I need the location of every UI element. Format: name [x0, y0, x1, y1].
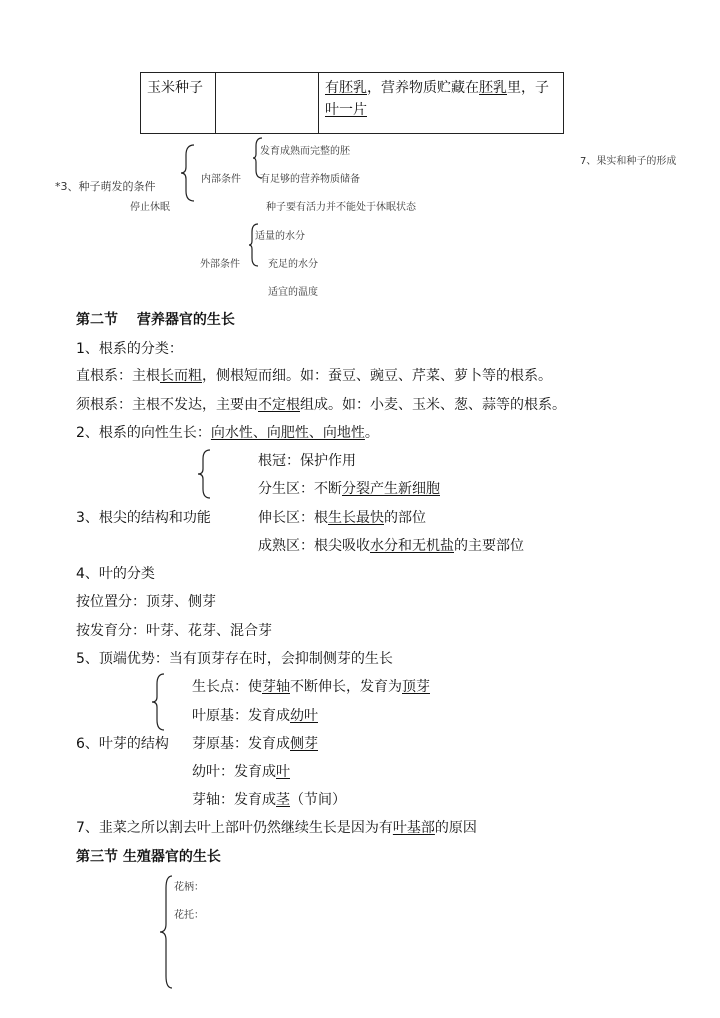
s2-line	[76, 563, 155, 583]
bud-item	[192, 761, 290, 781]
bud-label: 6、叶芽的结构	[76, 736, 169, 752]
bud-item	[192, 676, 430, 696]
external-label: 外部条件	[200, 259, 240, 270]
s2-line	[76, 620, 272, 640]
s2-line	[76, 591, 216, 611]
underlined-text: 胚乳	[479, 80, 507, 96]
external-item-1: 适量的水分	[255, 231, 305, 242]
root-tip-label: 3、根尖的结构和功能	[76, 510, 211, 526]
brace-icon	[196, 448, 214, 500]
s2-line	[76, 365, 552, 385]
external-item-2: 充足的水分	[268, 259, 318, 270]
text-segment: （节间）	[290, 792, 346, 808]
internal-label: 内部条件	[201, 174, 241, 185]
bud-item	[192, 705, 318, 725]
text-segment: 生长点：使	[192, 679, 262, 695]
underlined-text: 顶芽	[402, 679, 430, 695]
table-row	[141, 73, 564, 134]
receptacle: 花托：	[174, 910, 204, 921]
text-segment: 的部位	[384, 510, 426, 526]
maturation-text	[258, 535, 524, 555]
seed-table	[140, 72, 564, 134]
text-segment: 5、顶端优势：当有顶芽存在时，会抑制侧芽的生长	[76, 651, 393, 667]
text-segment: 4、叶的分类	[76, 566, 155, 582]
underlined-text: 叶	[276, 764, 290, 780]
section2-title: 第二节 营养器官的生长	[76, 312, 235, 328]
right-note: 7、果实和种子的形成	[580, 156, 677, 167]
dormancy-text: 停止休眠	[130, 202, 170, 213]
brace-icon	[180, 143, 200, 203]
underlined-text: 生长最快	[328, 510, 384, 526]
text-segment: 的原因	[434, 820, 477, 836]
text-segment: 直根系：主根	[76, 368, 160, 384]
underlined-text: 分裂产生新细胞	[342, 481, 440, 497]
underlined-text: 幼叶	[290, 708, 318, 724]
table-cell-description	[319, 73, 564, 134]
bud-item	[192, 733, 318, 753]
text-segment: 根冠：保护作用	[258, 453, 356, 469]
underlined-text: 水分和无机盐	[370, 538, 454, 554]
text-segment: 伸长区：根	[258, 510, 328, 526]
root-cap-text	[258, 450, 356, 470]
text-segment: ，营养物质贮藏在	[367, 80, 479, 96]
underlined-text: 侧芽	[290, 736, 318, 752]
s2-line	[76, 648, 393, 668]
text-segment: 。	[364, 425, 379, 441]
text-segment: 按位置分：顶芽、侧芽	[76, 594, 216, 610]
text-segment: 不断伸长，发育为	[290, 679, 402, 695]
text-segment: 芽原基：发育成	[192, 736, 290, 752]
text-segment: 须根系：主根不发达，主要由	[76, 397, 258, 413]
internal-item-2: 有足够的营养物质储备	[260, 174, 360, 185]
table-cell-line2: 叶一片	[325, 102, 367, 118]
item7-text	[76, 817, 477, 837]
s2-line	[76, 338, 183, 358]
s2-line	[76, 422, 379, 442]
meristem-text	[258, 478, 440, 498]
text-segment: 叶原基：发育成	[192, 708, 290, 724]
table-cell-empty	[216, 73, 319, 134]
internal-item-3: 种子要有活力并不能处于休眠状态	[266, 202, 416, 213]
elongation-text	[258, 507, 426, 527]
text-segment: 芽轴：发育成	[192, 792, 276, 808]
text-segment: 2、根系的向性生长：	[76, 425, 211, 441]
bud-item	[192, 789, 346, 809]
text-segment: 成熟区：根尖吸收	[258, 538, 370, 554]
internal-item-1: 发育成熟而完整的胚	[260, 146, 350, 157]
germination-label: *3、种子萌发的条件	[55, 180, 156, 193]
underlined-text: 茎	[276, 792, 290, 808]
text-segment: 的主要部位	[454, 538, 524, 554]
underlined-text: 长而粗	[160, 368, 202, 384]
brace-icon	[150, 672, 168, 732]
underlined-text: 叶基部	[392, 820, 435, 836]
table-cell-line1	[325, 77, 557, 99]
text-segment: ，侧根短而细。如：蚕豆、豌豆、芹菜、萝卜等的根系。	[202, 368, 552, 384]
table-cell-seed: 玉米种子	[141, 73, 216, 134]
underlined-text: 向水性、向肥性、向地性	[210, 425, 365, 441]
underlined-text: 不定根	[258, 397, 300, 413]
text-segment: 分生区：不断	[258, 481, 342, 497]
text-segment: 里，子	[507, 80, 549, 96]
text-segment: 7、韭菜之所以割去叶上部叶仍然继续生长是因为有	[76, 820, 393, 836]
external-item-3: 适宜的温度	[268, 287, 318, 298]
section3-title: 第三节 生殖器官的生长	[76, 849, 221, 865]
text-segment: 组成。如：小麦、玉米、葱、蒜等的根系。	[300, 397, 566, 413]
text-segment: 幼叶：发育成	[192, 764, 276, 780]
text-segment: 按发育分：叶芽、花芽、混合芽	[76, 623, 272, 639]
text-segment: 1、根系的分类：	[76, 341, 183, 357]
underlined-text: 有胚乳	[325, 80, 367, 96]
s2-line	[76, 394, 566, 414]
underlined-text: 芽轴	[262, 679, 290, 695]
flower-stalk: 花柄：	[174, 882, 204, 893]
